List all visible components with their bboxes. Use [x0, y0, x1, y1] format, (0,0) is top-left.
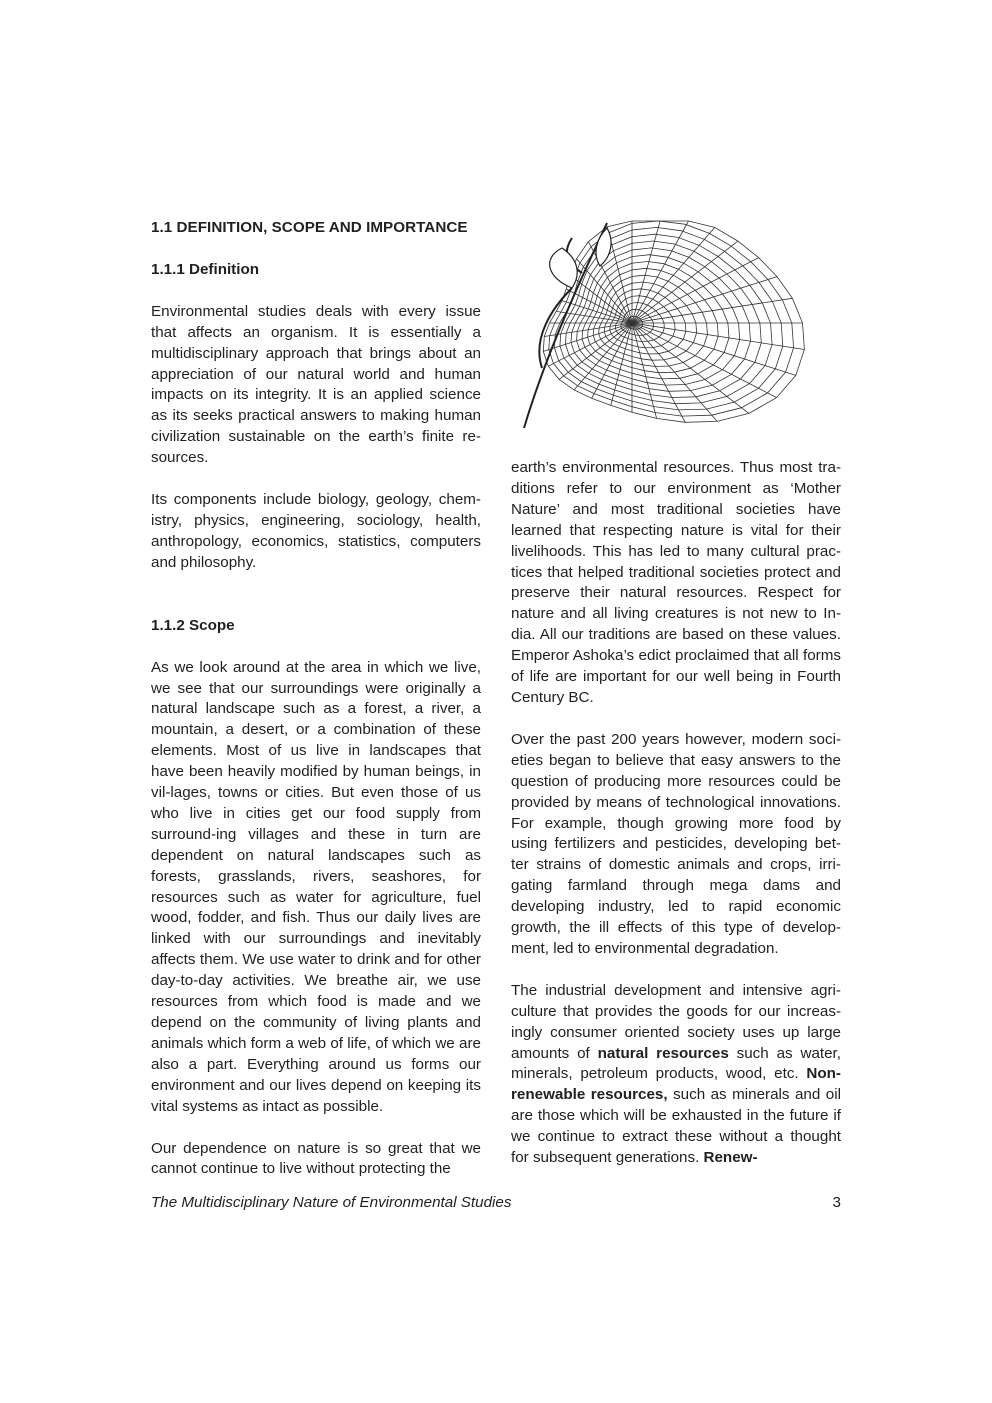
footer-title: The Multidisciplinary Nature of Environmental Studies	[151, 1194, 512, 1211]
scope-paragraph-2: Our dependence on nature is so great that we cannot continue to live without protecting the	[151, 1139, 481, 1178]
page-footer	[151, 1193, 841, 1213]
definition-paragraph-2: Its components include biology, geology, chem-istry, physics, engineering, sociology, health, anthropology, economics, statistics, computers and philosophy.	[151, 491, 481, 571]
text-run: such as minerals and oil are those which will be exhausted in the future if we continue to extract these without a thought for subsequent generations.	[511, 1086, 841, 1167]
definition-heading: 1.1.1 Definition	[151, 260, 260, 278]
right-paragraph-2: Over the past 200 years however, modern soci-eties began to believe that easy answers to the question of producing more resources could be provided by means of technological innovations. For example, though growing more food by using fertilizers and pesticides, developing bet-ter strains of domestic animals and crops, irri-gating farmland through mega dams and developing industry, led to rapid economic growth, the ill effects of this type of develop-ment, led to environmental degradation.	[511, 730, 841, 957]
scope-paragraph-1: As we look around at the area in which we live, we see that our surroundings were originally a natural landscape such as a forest, a river, a mountain, a desert, or a combination of these elements. Most of us live in landscapes that have been heavily modified by human beings, in vil-lages, towns or cities. But even those of us who live in cities get our food supply from surround-ing villages and these in turn are dependent on natural landscapes such as forests, grasslands, rivers, seashores, for resources such as water for agriculture, fuel wood, fodder, and fish. Thus our daily lives are linked with our surroundings and inevitably affects them. We use water to drink and for other day-to-day activities. We breathe air, we use resources from which food is made and we depend on the community of living plants and animals which form a web of life, of which we are also a part. Everything around us forms our environment and our lives depend on keeping its vital systems as intact as possible.	[151, 658, 481, 1115]
scope-heading: 1.1.2 Scope	[151, 616, 235, 634]
text-run: such as water, minerals, petroleum products, wood, etc.	[511, 1044, 841, 1083]
spider-web-icon	[512, 218, 842, 431]
page-number: 3	[832, 1194, 841, 1211]
spider-web-illustration	[512, 218, 842, 431]
left-column	[151, 218, 481, 1180]
right-paragraph-1: earth’s environmental resources. Thus most tra-ditions refer to our environment as ‘Mother Nature’ and most traditional societies have learned that respecting nature is vital for their livelihoods. This has led to many cultural prac-tices that helped traditional societies protect and preserve their natural resources. Respect for nature and all living creatures is not new to In-dia. All our traditions are based on these values. Emperor Ashoka’s edict proclaimed that all forms of life are important for our well being in Fourth Century BC.	[511, 459, 841, 706]
bold-term-non-renewable-resources: Non-renewable resources,	[511, 1065, 841, 1104]
right-paragraph-3	[511, 981, 841, 1169]
definition-paragraph-1: Environmental studies deals with every issue that affects an organism. It is essentially a multidisciplinary approach that brings about an appreciation of our natural world and human impacts on its integrity. It is an applied science as its seeks practical answers to making human civilization sustainable on the earth’s finite re-sources.	[151, 302, 481, 467]
text-run: The industrial development and intensive agri-culture that provides the goods for our increas-ingly consumer oriented society uses up large amounts of	[511, 981, 841, 1062]
bold-term-renewable: Renew-	[703, 1149, 758, 1167]
section-heading: 1.1 DEFINITION, SCOPE AND IMPORTANCE	[151, 219, 468, 236]
right-column	[511, 458, 841, 1169]
bold-term-natural-resources: natural resources	[597, 1044, 729, 1062]
